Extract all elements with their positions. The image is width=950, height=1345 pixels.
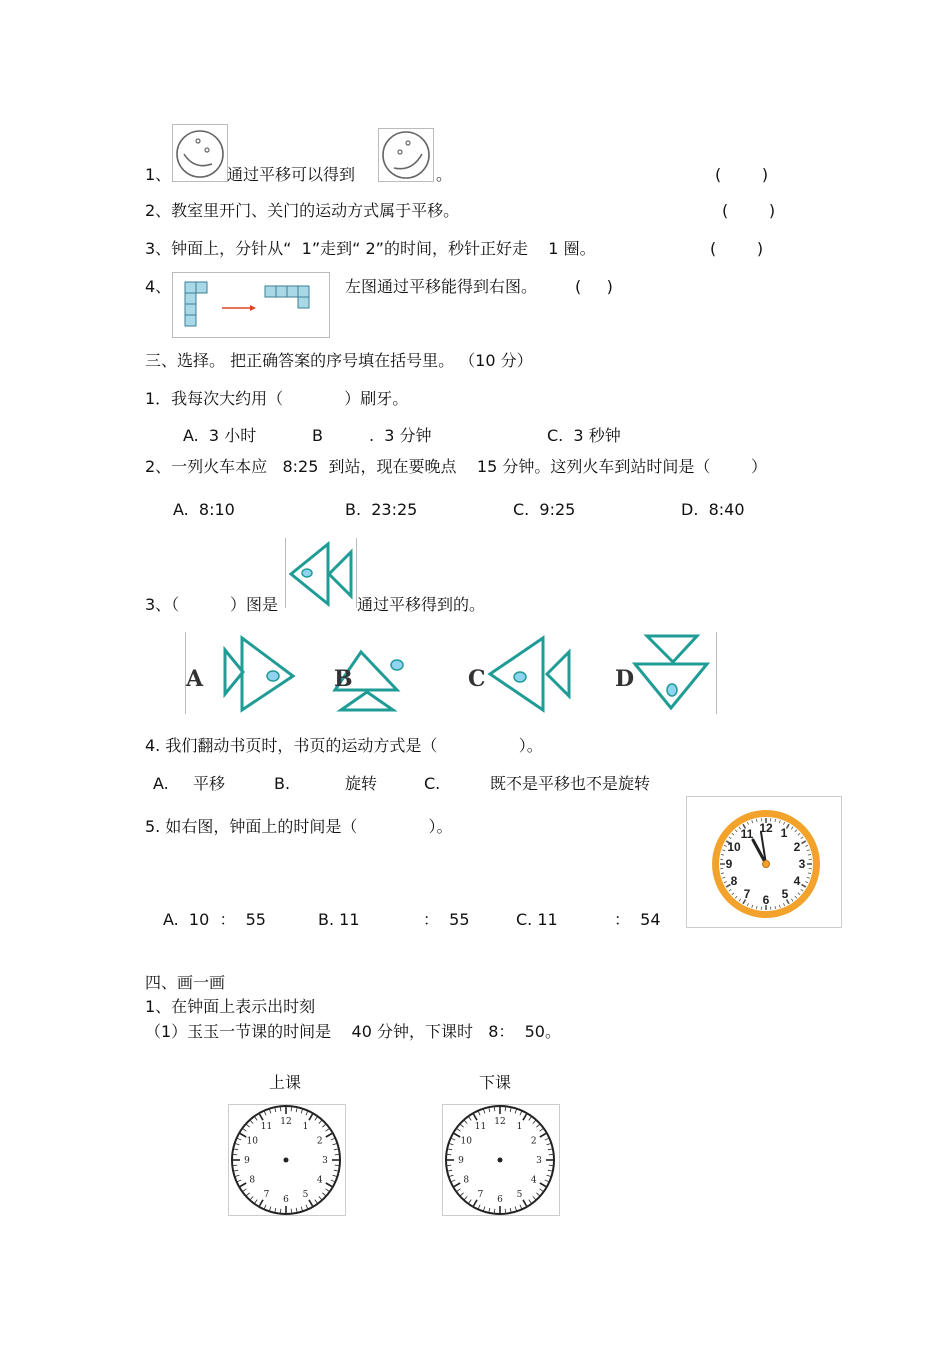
- judge-q4-number: 4、: [145, 277, 172, 296]
- s3-q1-option-c: C. 3 秒钟: [547, 426, 621, 445]
- clock-number-3: 3: [798, 857, 806, 871]
- grid-translation-figure: [172, 272, 330, 338]
- fish-option-d-label: D: [615, 666, 635, 692]
- clock-number-5: 5: [302, 1189, 309, 1200]
- smiley-figure-2: [378, 128, 434, 182]
- clock-number-2: 2: [530, 1136, 537, 1147]
- blank-clock-end[interactable]: [442, 1104, 560, 1216]
- blank-clock-start[interactable]: [228, 1104, 346, 1216]
- s3-q4-option-a-text: 平移: [193, 774, 226, 793]
- judge-q1-number: 1、: [145, 165, 172, 184]
- s3-q2-option-b: B. 23:25: [345, 500, 418, 519]
- clock-label-end: 下课: [479, 1073, 512, 1092]
- s3-q5-option-a: A. 10 ： 55: [163, 910, 266, 929]
- s4-q1-text: 1、在钟面上表示出时刻: [145, 997, 316, 1016]
- judge-q3-paren: ( ): [710, 239, 764, 258]
- s3-q5-option-b: B. 11: [318, 910, 360, 929]
- s3-q1-option-b: B: [312, 426, 323, 445]
- judge-q2-text: 2、教室里开门、关门的运动方式属于平移。: [145, 201, 460, 220]
- s3-q2-option-d: D. 8:40: [681, 500, 745, 519]
- s3-q4-option-b-text: 旋转: [345, 774, 378, 793]
- clock-number-1: 1: [780, 826, 788, 840]
- fish-option-a-label: A: [186, 666, 204, 692]
- clock-number-5: 5: [516, 1189, 523, 1200]
- s3-q1-option-b-text: . 3 分钟: [369, 426, 432, 445]
- s3-q4-option-b: B.: [274, 774, 291, 793]
- clock-number-7: 7: [477, 1189, 484, 1200]
- clock-number-9: 9: [244, 1156, 250, 1166]
- s3-q3-suffix: 通过平移得到的。: [357, 595, 486, 614]
- clock-number-8: 8: [249, 1175, 256, 1186]
- clock-number-6: 6: [497, 1195, 503, 1205]
- clock-label-start: 上课: [269, 1073, 302, 1092]
- s3-q2-text: 2、一列火车本应 8:25 到站，现在要晚点 15 分钟。这列火车到站时间是（ ）: [145, 457, 768, 476]
- clock-number-11: 11: [740, 827, 754, 841]
- judge-q4-paren: ( ): [575, 277, 613, 296]
- clock-number-4: 4: [316, 1175, 323, 1186]
- s3-q4-text: 4. 我们翻动书页时，书页的运动方式是（ ）。: [145, 736, 543, 755]
- clock-number-4: 4: [530, 1175, 537, 1186]
- judge-q1-paren: ( ): [715, 165, 769, 184]
- clock-number-1: 1: [302, 1122, 309, 1133]
- s3-q3-prefix: 3、（ ）图是: [145, 595, 279, 614]
- clock-number-9: 9: [725, 857, 733, 871]
- s3-q5-text: 5. 如右图，钟面上的时间是（ ）。: [145, 817, 453, 836]
- judge-q2-paren: ( ): [722, 201, 776, 220]
- clock-number-8: 8: [463, 1175, 470, 1186]
- clock-number-5: 5: [781, 887, 789, 901]
- clock-number-11: 11: [474, 1122, 487, 1133]
- s3-q1-text: 1．我每次大约用（ ）刷牙。: [145, 389, 409, 408]
- section4-title: 四、画一画: [145, 973, 226, 992]
- clock-number-12: 12: [494, 1117, 506, 1127]
- clock-number-7: 7: [263, 1189, 270, 1200]
- smiley-figure-1: [172, 124, 228, 182]
- s3-q5-option-c: C. 11: [516, 910, 558, 929]
- clock-number-6: 6: [762, 893, 770, 907]
- section3-title: 三、选择。 把正确答案的序号填在括号里。 （10 分）: [145, 351, 533, 370]
- judge-q3-text: 3、钟面上，分针从“ 1”走到“ 2”的时间，秒针正好走 1 圈。: [145, 239, 596, 258]
- clock-number-12: 12: [280, 1117, 292, 1127]
- clock-number-8: 8: [730, 874, 738, 888]
- fish-reference-figure: [285, 538, 357, 608]
- fish-options-figure: [185, 632, 717, 714]
- fish-option-b-label: B: [334, 666, 353, 692]
- clock-number-4: 4: [793, 874, 801, 888]
- clock-number-10: 10: [460, 1136, 472, 1147]
- clock-number-12: 12: [759, 821, 773, 835]
- s3-q4-option-a: A.: [153, 774, 169, 793]
- clock-number-3: 3: [322, 1156, 328, 1166]
- s3-q2-option-c: C. 9:25: [513, 500, 576, 519]
- judge-q4-text: 左图通过平移能得到右图。: [345, 277, 538, 296]
- clock-number-10: 10: [727, 840, 741, 854]
- clock-number-2: 2: [316, 1136, 323, 1147]
- fish-option-c-label: C: [468, 666, 486, 692]
- s3-q5-option-b-time: ： 55: [423, 910, 470, 929]
- clock-number-11: 11: [260, 1122, 273, 1133]
- clock-number-1: 1: [516, 1122, 523, 1133]
- clock-number-6: 6: [283, 1195, 289, 1205]
- clock-number-2: 2: [793, 840, 801, 854]
- s4-q1-sub1: （1）玉玉一节课的时间是 40 分钟，下课时 8： 50。: [145, 1022, 561, 1041]
- s3-q5-option-c-time: ： 54: [614, 910, 661, 929]
- clock-number-3: 3: [536, 1156, 542, 1166]
- orange-clock-figure: [686, 796, 842, 928]
- judge-q1-text: 通过平移可以得到: [227, 165, 356, 184]
- s3-q4-option-c-text: 既不是平移也不是旋转: [490, 774, 651, 793]
- s3-q2-option-a: A. 8:10: [173, 500, 235, 519]
- clock-number-7: 7: [743, 887, 751, 901]
- s3-q4-option-c: C.: [424, 774, 441, 793]
- clock-number-10: 10: [246, 1136, 258, 1147]
- judge-q1-end: 。: [436, 165, 453, 184]
- clock-number-9: 9: [458, 1156, 464, 1166]
- s3-q1-option-a: A. 3 小时: [183, 426, 257, 445]
